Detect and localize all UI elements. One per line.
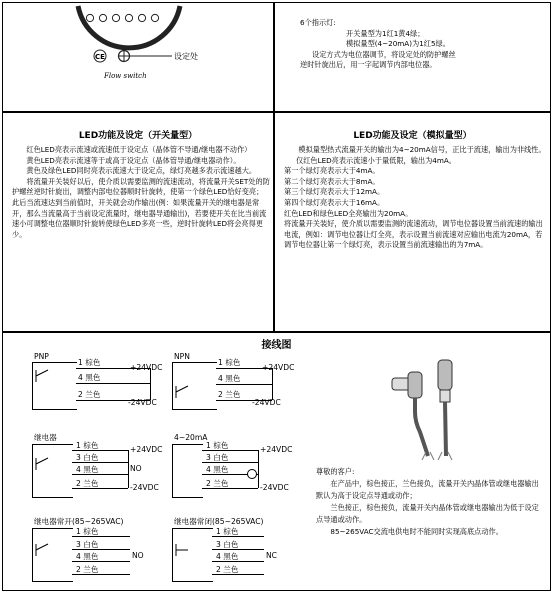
led-dot: [125, 14, 132, 21]
npn-wire-1: 1 棕色: [218, 358, 241, 367]
npn-ground: -24VDC: [252, 398, 281, 407]
indicator-line: 逆时针旋出后，用一字起调节内部电位器。: [300, 60, 437, 70]
led-switch-title: LED功能及设定（开关量型）: [78, 131, 198, 141]
indicator-line: 模拟量型(4~20mA)为1红5绿。: [346, 39, 450, 49]
relay-wire-4: 4 黑色: [76, 465, 99, 474]
npn-supply: +24VDC: [262, 363, 295, 372]
relay-ac-wire-4: 4 黑色: [76, 552, 99, 561]
relay-ac-wire-1: 1 棕色: [76, 527, 99, 536]
relay-wire-1: 1 棕色: [76, 441, 99, 450]
svg-text:CE: CE: [95, 53, 105, 61]
ammeter-icon: [246, 468, 258, 480]
pnp-switch-symbol: [34, 366, 54, 386]
led-analog-title: LED功能及设定（模拟量型）: [353, 131, 472, 141]
relay-nc-wire-1: 1 棕色: [216, 527, 239, 536]
led-switch-para: 红色LED亮表示流速或流速低于设定点（晶体管不导通/继电器不动作）: [26, 145, 252, 154]
wiring-title: 接线图: [261, 340, 292, 351]
indicator-note: [300, 18, 540, 71]
relay-ac-switch-symbol: [34, 540, 54, 560]
relay-no: NO: [130, 464, 142, 473]
relay-nc-switch-symbol: [174, 540, 194, 560]
relay-title: 继电器: [34, 433, 57, 442]
customer-note-line: 兰色接正，棕色接负，流量开关内晶体管或继电器输出为低于设定点导通或动作。: [316, 503, 539, 524]
connector-cable-illustration: [384, 352, 504, 462]
relay-ac-no: NO: [132, 551, 144, 560]
led-dot: [99, 14, 106, 21]
led-switch-para: 黄色LED亮表示流速等于或高于设定点（晶体管导通/继电器动作）。: [26, 155, 241, 165]
led-analog-line: 仅红色LED亮表示流速小于量低限，输出为4mA。: [296, 155, 456, 165]
analog-wire-4: 4 黑色: [206, 465, 229, 474]
led-dot: [112, 14, 119, 21]
flow-switch-illustration: [2, 2, 274, 112]
relay-nc-wire-2: 2 兰色: [216, 565, 239, 574]
pnp-supply: +24VDC: [130, 363, 163, 372]
led-analog-line: 红色LED和绿色LED全亮输出为20mA。: [284, 208, 413, 218]
relay-switch-symbol: [34, 454, 54, 474]
relay-ac-wire-2: 2 兰色: [76, 565, 99, 574]
analog-supply: +24VDC: [260, 445, 293, 454]
led-switch-para: 黄色及绿色LED同时亮表示流速大于设定点，绿灯亮越多表示流速越大。: [26, 166, 257, 176]
relay-ac-wire-3: 3 白色: [76, 540, 99, 549]
led-analog-line: 第二个绿灯亮表示大于8mA。: [284, 176, 380, 186]
analog-block: [172, 444, 203, 498]
relay-nc-wire-3: 3 白色: [216, 540, 239, 549]
pnp-ground: -24VDC: [128, 398, 157, 407]
customer-note-heading: 尊敬的客户:: [316, 467, 355, 476]
indicator-line: 开关量型为1红1黄4绿；: [346, 28, 425, 38]
led-analog-line: 第一个绿灯亮表示大于4mA。: [284, 166, 380, 176]
customer-note-line: 85~265VAC交流电供电时不能同时实现高底点动作。: [330, 527, 503, 536]
relay-ground: -24VDC: [130, 483, 159, 492]
led-analog-body: [284, 145, 546, 251]
led-switch-body: [12, 145, 270, 240]
led-analog-line: 第四个绿灯亮表示大于16mA。: [284, 197, 385, 207]
analog-wire-1: 1 棕色: [206, 441, 229, 450]
relay-nc-nc: NC: [266, 551, 277, 560]
relay-ac-title: 继电器常开(85~265VAC): [34, 517, 124, 526]
analog-ground: -24VDC: [260, 483, 289, 492]
npn-title: NPN: [174, 352, 190, 361]
led-dot: [138, 14, 145, 21]
relay-nc-title: 继电器常闭(85~265VAC): [174, 517, 264, 526]
indicator-line: 设定方式为电位器调节，将设定处的防护螺丝: [312, 49, 456, 59]
led-dot: [86, 14, 93, 21]
pnp-wire-2: 2 兰色: [78, 390, 101, 399]
relay-wire-2: 2 兰色: [76, 479, 99, 488]
relay-supply: +24VDC: [130, 445, 163, 454]
led-analog-line: 第三个绿灯亮表示大于12mA。: [284, 187, 385, 197]
npn-switch-symbol: [174, 382, 194, 402]
pnp-wire-4: 4 黑色: [78, 373, 101, 382]
device-label: Flow switch: [104, 72, 147, 80]
led-dot: [151, 14, 158, 21]
pnp-wire-1: 1 棕色: [78, 358, 101, 367]
relay-nc-wire-4: 4 黑色: [216, 552, 239, 561]
led-analog-line: 将流量开关装好，使介质以需要监测的流速流动，调节电位器设置当前流速的输出电流，例如：调节电位器让灯全亮，表示设置当前流速对应输出电流为20mA，若调节电位器让第一个绿灯亮，表示设置当前流速输出的为7mA。: [284, 219, 543, 250]
relay-wire-3: 3 白色: [76, 453, 99, 462]
setpoint-label: 设定处: [174, 52, 198, 61]
analog-title: 4~20mA: [174, 433, 208, 442]
led-analog-line: 模拟量型热式流量开关的输出为4~20mA信号，正比于流速，输出为非线性。: [298, 145, 546, 154]
indicator-heading: 6个指示灯:: [300, 18, 336, 27]
customer-note: [316, 466, 544, 538]
led-switch-para: 将流量开关装好以后，使介质以需要监测的流速流动，将流量开关SET处的防护螺丝逆时针旋出，调整内部电位器顺时针旋转，使第一个绿色LED恰好变亮；此后当流速达到当前值时，开关就会动作输出(例：如果流量开关的继电器是常开，那么当流量高于当前设定流量时，继电器导通输出)，若要使开关在比当前流速小可调整电位器顺时针旋转使绿色LED多亮一些，逆时针旋转LED将会亮得更少。: [12, 176, 270, 239]
analog-wire-2: 2 兰色: [206, 479, 229, 488]
pnp-title: PNP: [34, 352, 49, 361]
customer-note-line: 在产品中，棕色接正，兰色接负，流量开关内晶体管或继电器输出默认为高于设定点导通或动作；: [316, 479, 539, 500]
analog-wire-3: 3 白色: [206, 453, 229, 462]
npn-wire-4: 4 黑色: [218, 374, 241, 383]
npn-wire-2: 2 兰色: [218, 390, 241, 399]
